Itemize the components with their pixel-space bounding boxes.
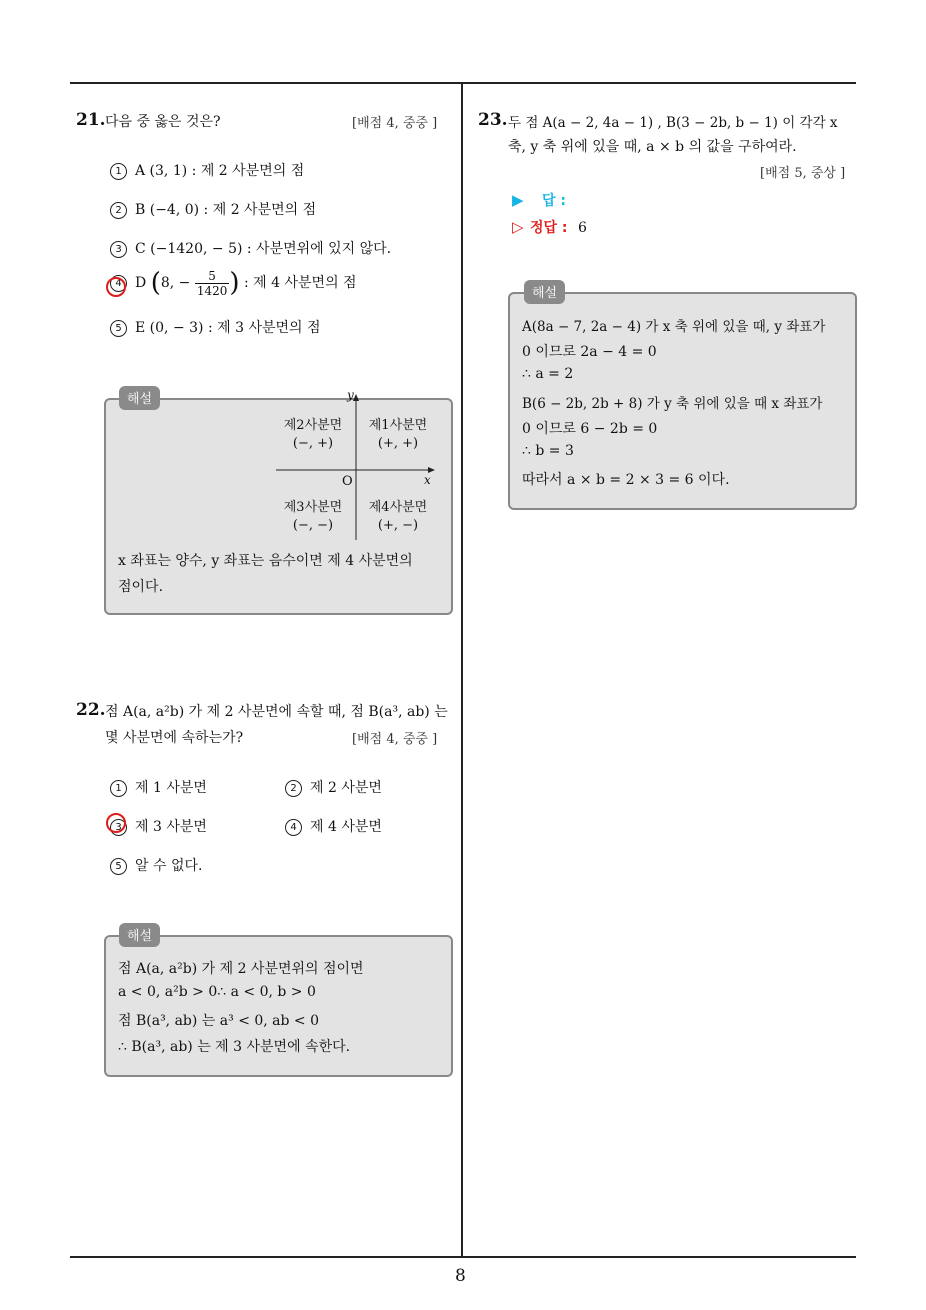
column-divider <box>461 83 463 1257</box>
q22-question-line-2: 몇 사분면에 속하는가? <box>105 730 244 746</box>
q22-explanation-line-4: ∴ B(a³, ab) 는 제 3 사분면에 속한다. <box>118 1039 351 1055</box>
choice-number: 1 <box>110 163 127 180</box>
q22-question-line-1: 점 A(a, a²b) 가 제 2 사분면에 속할 때, 점 B(a³, ab) 는 <box>105 704 448 720</box>
q23-explanation-line-7: 따라서 a × b = 2 × 3 = 6 이다. <box>522 472 730 488</box>
q22-explanation-line-2: a < 0, a²b > 0∴ a < 0, b > 0 <box>118 984 316 1000</box>
q23-explanation-tag: 해설 <box>524 280 565 304</box>
play-icon: ▶ <box>512 191 524 209</box>
choice-number: 4 <box>285 819 302 836</box>
correct-answer-label: 정답 : <box>530 220 568 236</box>
choice-number: 5 <box>110 320 127 337</box>
q23-number: 23. <box>478 110 508 130</box>
q23-explanation-line-1: A(8a − 7, 2a − 4) 가 x 축 위에 있을 때, y 좌표가 <box>522 319 826 335</box>
q21-choice-3[interactable]: 3 C (−1420, − 5) : 사분면위에 있지 않다. <box>110 238 391 258</box>
q22-choice-1[interactable]: 1 제 1 사분면 <box>110 777 207 797</box>
choice-number: 2 <box>110 202 127 219</box>
fraction: $\frac{5}{1420}$ <box>196 268 228 298</box>
q21-choice-2[interactable]: 2 B (−4, 0) : 제 2 사분면의 점 <box>110 199 316 219</box>
q21-choice-1[interactable]: 1 A (3, 1) : 제 2 사분면의 점 <box>110 160 304 180</box>
q23-explanation-line-2: 0 이므로 2a − 4 = 0 <box>522 344 657 360</box>
axis-y-label: y <box>347 388 354 402</box>
choice-number: 5 <box>110 858 127 875</box>
q21-explanation-tag: 해설 <box>119 386 160 410</box>
q21-points: [배점 4, 중중 ] <box>352 116 438 131</box>
quadrant-3: 제3사분면 (−, −) <box>283 500 343 533</box>
q23-answer-row <box>512 190 566 210</box>
answer-mark-circle <box>106 277 126 297</box>
q23-correct-answer-row <box>512 217 587 237</box>
q21-question: 다음 중 옳은 것은? <box>105 114 221 130</box>
outline-play-icon: ▷ <box>512 218 524 236</box>
q22-explanation-line-1: 점 A(a, a²b) 가 제 2 사분면위의 점이면 <box>118 961 364 977</box>
answer-mark-circle <box>106 813 126 833</box>
q21-number: 21. <box>76 110 106 130</box>
q21-explanation-line-2: 점이다. <box>118 579 164 595</box>
q21-choice-5[interactable]: 5 E (0, − 3) : 제 3 사분면의 점 <box>110 317 321 337</box>
q22-points: [배점 4, 중중 ] <box>352 732 438 747</box>
q23-question-line-1: 두 점 A(a − 2, 4a − 1) , B(3 − 2b, b − 1) 이 각각 x <box>508 115 838 131</box>
q23-explanation-line-5: 0 이므로 6 − 2b = 0 <box>522 421 658 437</box>
choice-number: 1 <box>110 780 127 797</box>
q23-explanation-line-4: B(6 − 2b, 2b + 8) 가 y 축 위에 있을 때 x 좌표가 <box>522 396 823 412</box>
q22-choice-5[interactable]: 5 알 수 없다. <box>110 855 202 875</box>
quadrant-4: 제4사분면 (+, −) <box>368 500 428 533</box>
q22-explanation-tag: 해설 <box>119 923 160 947</box>
top-rule <box>70 82 856 84</box>
choice-number: 3 <box>110 819 127 836</box>
axis-x-label: x <box>424 473 431 487</box>
q23-points: [배점 5, 중상 ] <box>760 166 846 181</box>
q22-choice-2[interactable]: 2 제 2 사분면 <box>285 777 382 797</box>
q22-choice-3[interactable]: 3 제 3 사분면 <box>110 816 207 836</box>
origin-label: O <box>342 474 353 489</box>
page-number: 8 <box>455 1266 466 1286</box>
quadrant-1: 제1사분면 (+, +) <box>368 418 428 451</box>
choice-number: 3 <box>110 241 127 258</box>
choice-number: 4 <box>110 275 127 292</box>
q21-explanation-line-1: x 좌표는 양수, y 좌표는 음수이면 제 4 사분면의 <box>118 553 413 569</box>
q22-explanation-line-3: 점 B(a³, ab) 는 a³ < 0, ab < 0 <box>118 1013 320 1029</box>
answer-label: 답 : <box>542 193 566 209</box>
q23-explanation-line-6: ∴ b = 3 <box>522 443 574 459</box>
correct-answer-value: 6 <box>577 220 587 236</box>
q21-choice-4[interactable]: 4 D (8, − $\frac{5}{1420}$ ) : 제 4 사분면의 점 <box>110 268 357 298</box>
bottom-rule <box>70 1256 856 1258</box>
q22-choice-4[interactable]: 4 제 4 사분면 <box>285 816 382 836</box>
q23-explanation-line-3: ∴ a = 2 <box>522 366 574 382</box>
q22-number: 22. <box>76 700 106 720</box>
choice-number: 2 <box>285 780 302 797</box>
quadrant-2: 제2사분면 (−, +) <box>283 418 343 451</box>
q23-question-line-2: 축, y 축 위에 있을 때, a × b 의 값을 구하여라. <box>508 139 797 155</box>
